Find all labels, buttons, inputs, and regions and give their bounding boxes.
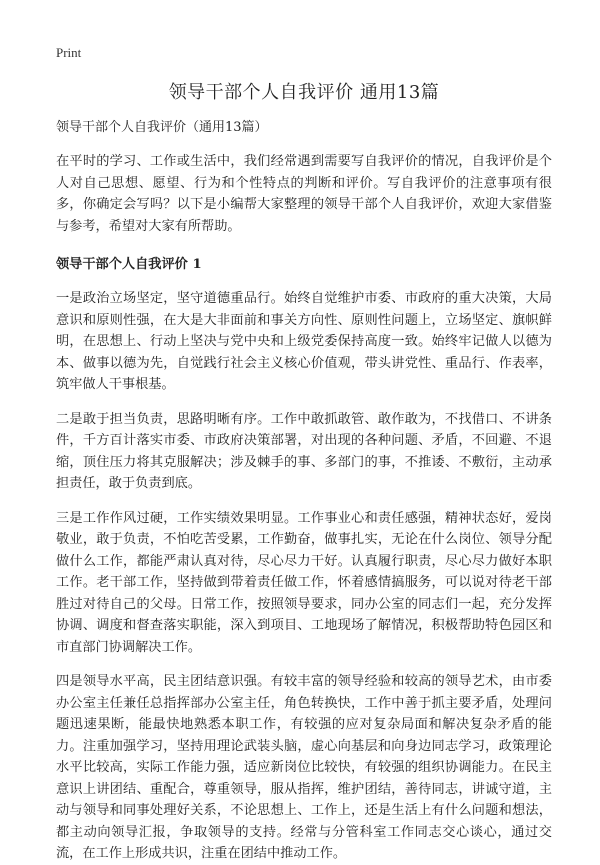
intro-paragraph: 在平时的学习、工作或生活中，我们经常遇到需要写自我评价的情况，自我评价是个人对自己思想、愿望、行为和个性特点的判断和评价。写自我评价的注意事项有很多，你确定会写吗？以下是小编帮大家整理的领导干部个人自我评价，欢迎大家借鉴与参考，希望对大家有所帮助。: [56, 154, 552, 234]
document-subtitle: 领导干部个人自我评价（通用13篇）: [56, 120, 268, 135]
body-paragraph-4: 四是领导水平高，民主团结意识强。有较丰富的领导经验和较高的领导艺术，由市委办公室主任兼任总指挥部办公室主任，角色转换快，工作中善于抓主要矛盾，处理问题迅速果断，能最快地熟悉本职工作，有较强的应对复杂局面和解决复杂矛盾的能力。注重加强学习，坚持用理论武装头脑，虚心向基层和向身边同志学习，政策理论水平比较高，实际工作能力强，适应新岗位比较快，有较强的组织协调能力。在民主意识上讲团结、重配合，尊重领导，服从指挥，维护团结，善待同志，讲诚守道，主动与领导和同事处理好关系，不论思想上、工作上，还是生活上有什么问题和想法，都主动向领导汇报，争取领导的支持。经常与分管科室工作同志交心谈心，通过交流，在工作上形成共识，注重在团结中推动工作。: [56, 674, 552, 861]
section-heading: 领导干部个人自我评价 1: [56, 257, 202, 272]
body-paragraph-3: 三是工作作风过硬，工作实绩效果明显。工作事业心和责任感强，精神状态好，爱岗敬业，敢于负责，不怕吃苦受累，工作勤奋，做事扎实，无论在什么岗位、领导分配做什么工作，都能严肃认真对待，尽心尽力干好。认真履行职责，尽心尽力做好本职工作。老干部工作，坚持做到带着责任做工作，怀着感情搞服务，可以说对待老干部胜过对待自己的父母。日常工作，按照领导要求，同办公室的同志们一起，充分发挥协调、调度和督查落实职能，深入到项目、工地现场了解情况，积极帮助特色园区和市直部门协调解决工作。: [56, 510, 552, 655]
body-paragraph-2: 二是敢于担当负责，思路明晰有序。工作中敢抓敢管、敢作敢为，不找借口、不讲条件，千方百计落实市委、市政府决策部署，对出现的各种问题、矛盾，不回避、不退缩，顶住压力将其克服解决；涉及棘手的事、多部门的事，不推诿、不敷衍，主动承担责任，敢于负责到底。: [56, 411, 552, 491]
document-title: 领导干部个人自我评价 通用13篇: [168, 82, 440, 103]
print-link[interactable]: Print: [56, 45, 82, 60]
body-paragraph-1: 一是政治立场坚定，坚守道德重品行。始终自觉维护市委、市政府的重大决策，大局意识和原则性强，在大是大非面前和事关方向性、原则性问题上，立场坚定、旗帜鲜明，在思想上、行动上坚决与党中央和上级党委保持高度一致。始终牢记做人以德为本、做事以德为先，自觉践行社会主义核心价值观，带头讲党性、重品行、作表率，筑牢做人干事根基。: [56, 291, 552, 392]
